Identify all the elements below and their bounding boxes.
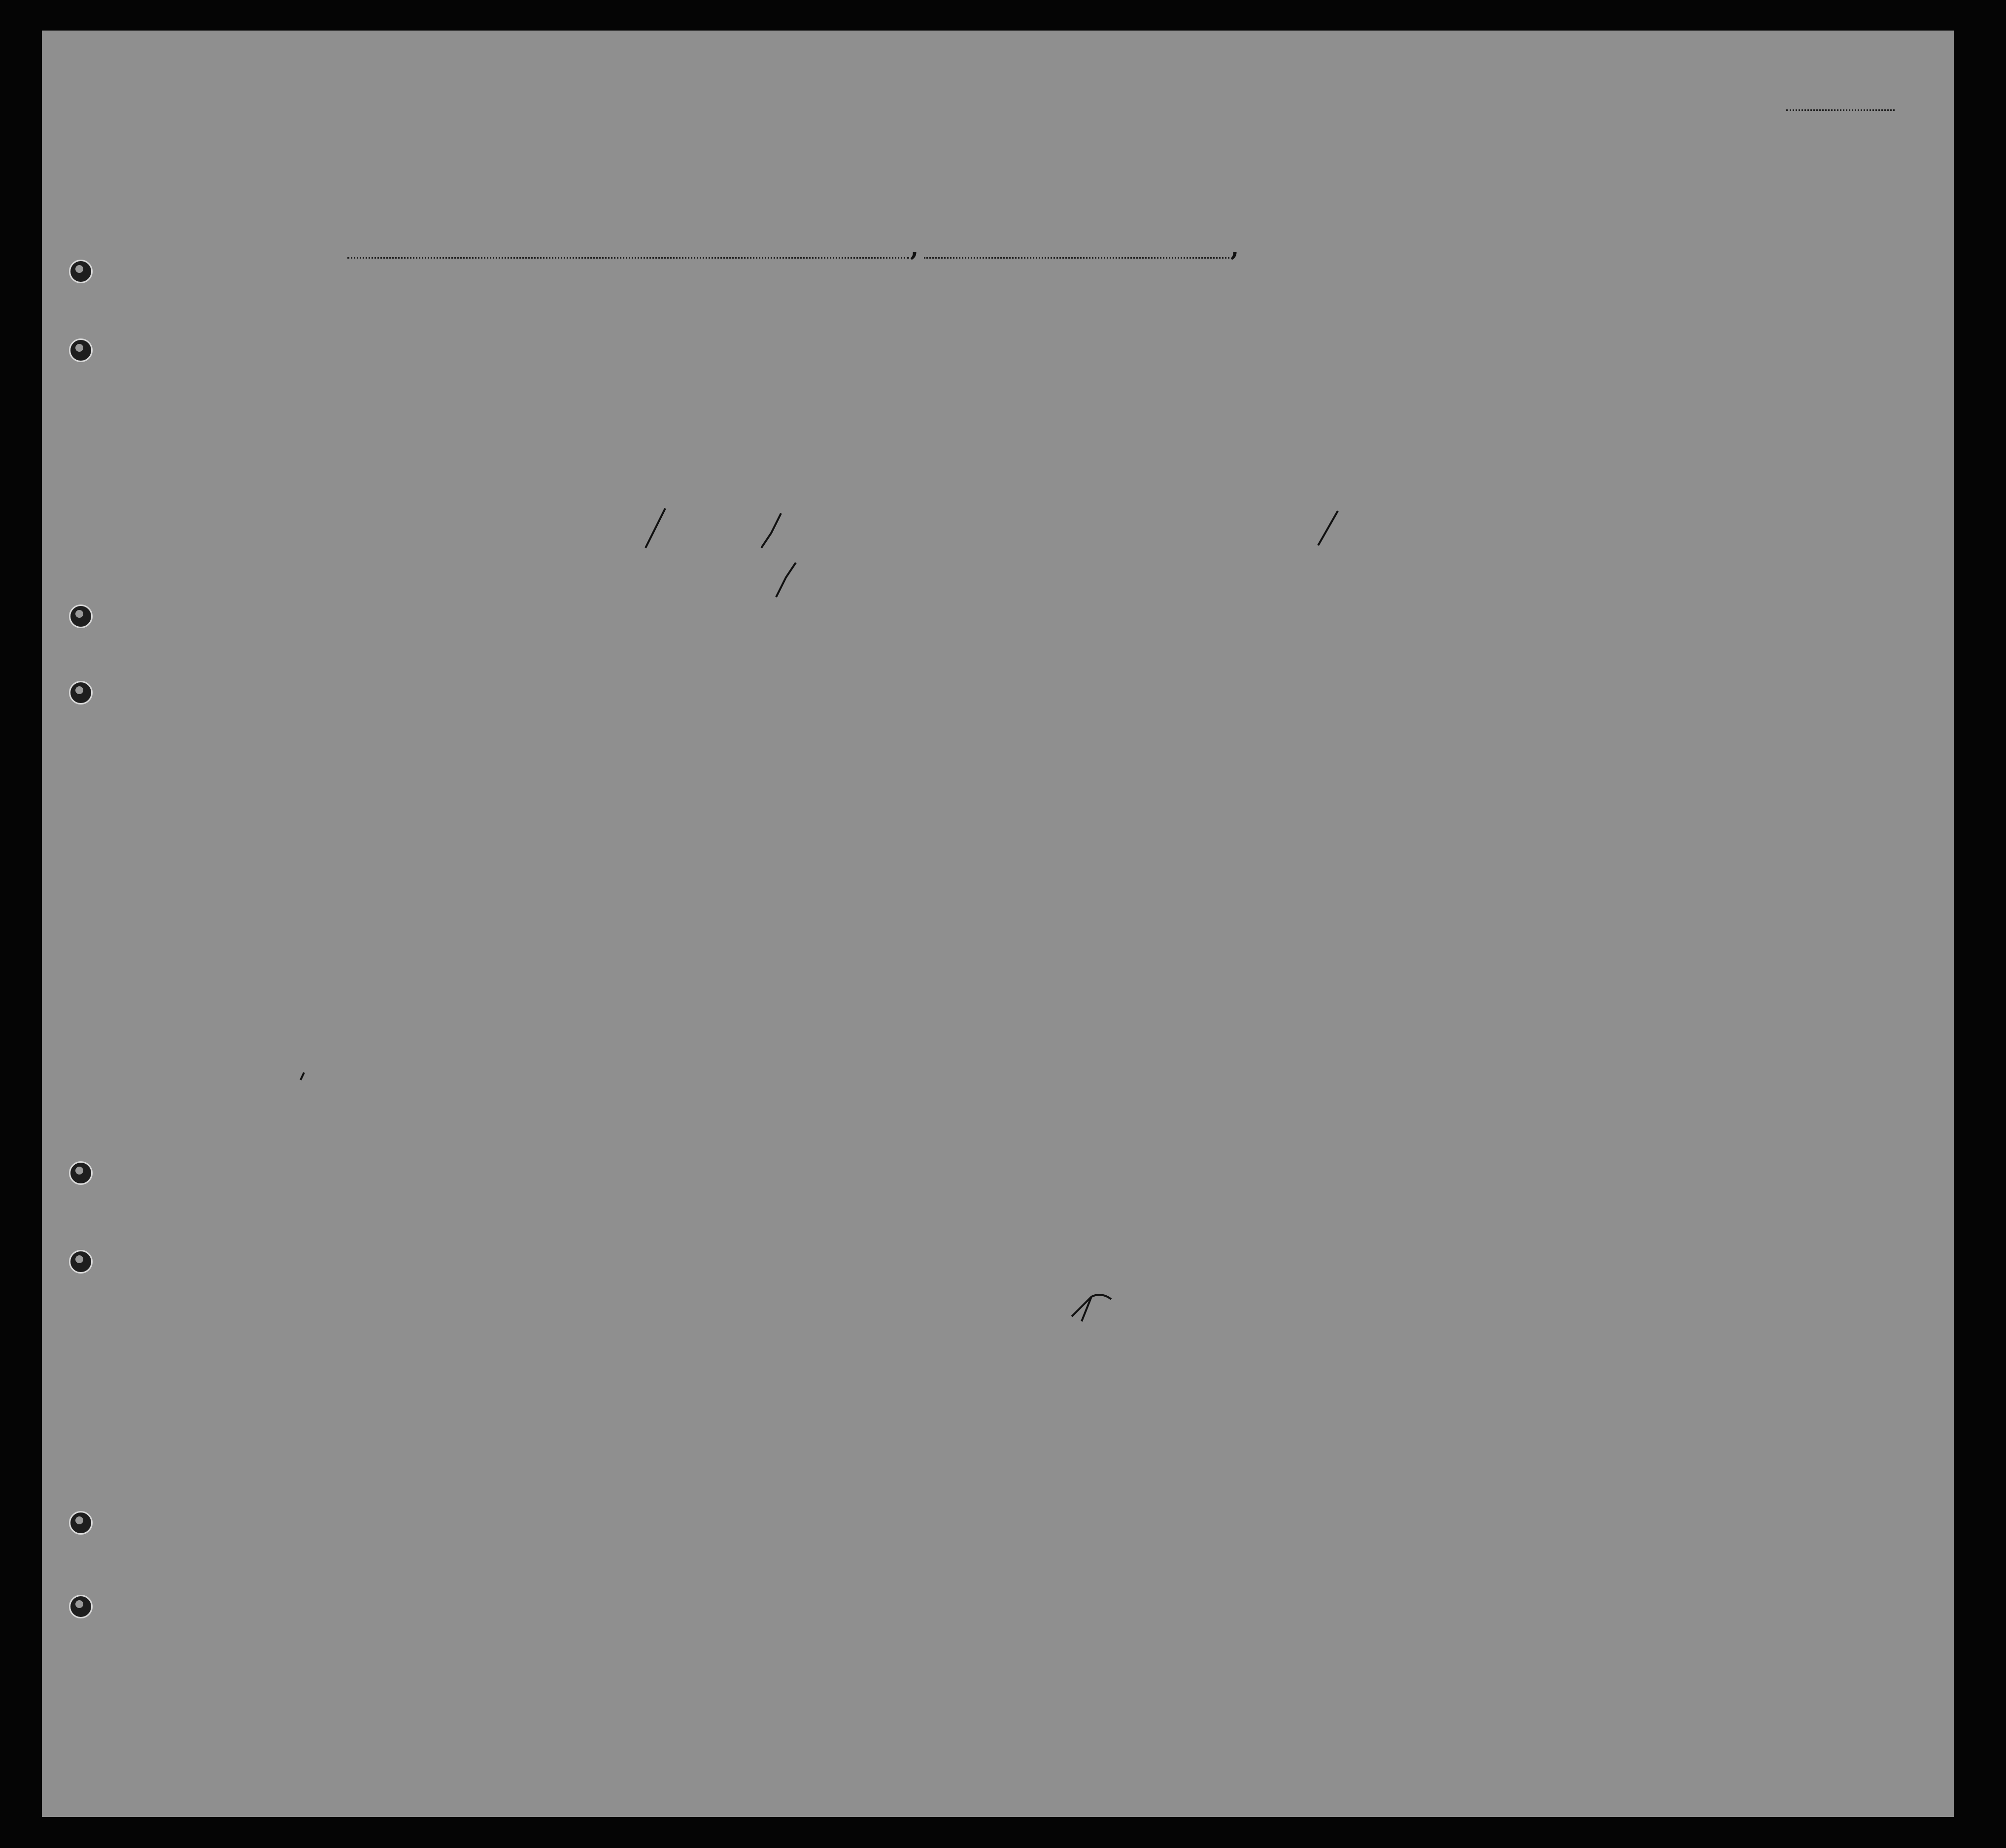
punch-hole	[69, 681, 93, 705]
punch-hole	[69, 605, 93, 628]
check-mark	[1318, 511, 1338, 545]
comma: ,	[910, 233, 919, 262]
handwritten-marks	[42, 31, 1954, 1817]
check-mark	[776, 563, 796, 597]
manifest-sheet	[42, 31, 1954, 1817]
check-mark	[646, 508, 665, 548]
pen-scribble	[301, 1073, 304, 1080]
punch-hole	[69, 260, 93, 283]
comma: ,	[1230, 233, 1239, 262]
check-mark	[761, 513, 781, 548]
punch-hole	[69, 1250, 93, 1274]
punch-hole	[69, 1161, 93, 1185]
punch-hole	[69, 1511, 93, 1535]
pen-scribble	[1072, 1295, 1111, 1321]
punch-hole	[69, 1595, 93, 1618]
punch-hole	[69, 338, 93, 362]
